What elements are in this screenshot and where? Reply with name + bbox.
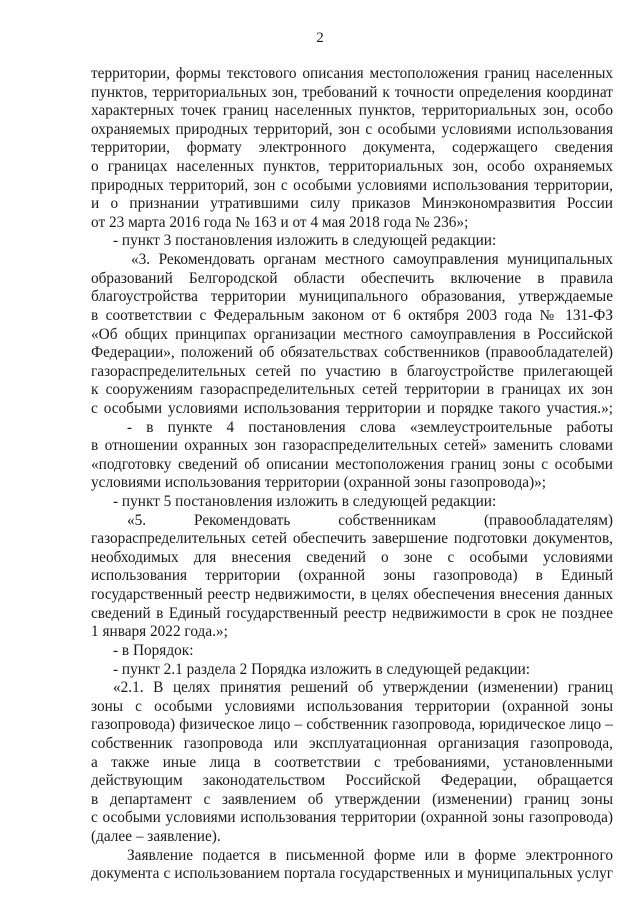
text-line: зоны с особыми условиями использования территории (охранной зоны — [91, 697, 613, 715]
text-line: и о признании утратившими силу приказов Минэкономразвития России — [91, 195, 613, 213]
text-line: с особыми условиями использования территории (охранной зоны газопровода) — [91, 809, 613, 827]
text-line: - пункт 5 постановления изложить в следующей редакции: — [113, 493, 497, 511]
text-line: газораспределительных сетей по участию в благоустройстве прилегающей — [91, 362, 613, 380]
text-line: пунктов, территориальных зон, требований к точности определения координат — [91, 83, 613, 101]
text-line: необходимых для внесения сведений о зоне с особыми условиями — [91, 548, 613, 566]
text-line: в отношении охранных зон газораспределительных сетей» заменить словами — [91, 437, 613, 455]
text-line: «2.1. В целях принятия решений об утверждении (изменении) границ — [113, 679, 613, 697]
text-line: - пункт 2.1 раздела 2 Порядка изложить в следующей редакции: — [113, 660, 531, 678]
text-line: благоустройства территории муниципального образования, утверждаемые — [91, 288, 613, 306]
text-line: газопровода) физическое лицо – собственник газопровода, юридическое лицо – — [91, 716, 613, 734]
text-line: от 23 марта 2016 года № 163 и от 4 мая 2018 года № 236»; — [91, 213, 469, 231]
text-line: «Об общих принципах организации местного самоуправления в Российской — [91, 325, 613, 343]
page-number: 2 — [316, 30, 324, 46]
text-line: «5. Рекомендовать собственникам (правообладателям) — [127, 511, 613, 529]
text-line: Заявление подается в письменной форме или в форме электронного — [127, 846, 613, 864]
text-line: в соответствии с Федеральным законом от 6 октября 2003 года № 131-ФЗ — [91, 306, 613, 324]
text-line: территории, формы текстового описания местоположения границ населенных — [91, 65, 613, 82]
text-line: использования территории (охранной зоны газопровода) в Единый — [91, 567, 613, 585]
text-line: в департамент с заявлением об утверждении (изменении) границ зоны — [91, 790, 613, 808]
text-line: Федерации», положений об обязательствах собственников (правообладателей) — [91, 344, 613, 362]
text-line: «3. Рекомендовать органам местного самоуправления муниципальных — [131, 251, 613, 269]
text-line: охраняемых природных территорий, зон с особыми условиями использования — [91, 120, 613, 138]
text-line: государственный реестр недвижимости, в целях обеспечения внесения данных — [91, 586, 613, 604]
text-line: 1 января 2022 года.»; — [91, 623, 228, 641]
text-line: газораспределительных сетей обеспечить завершение подготовки документов, — [91, 530, 613, 548]
text-line: о границах населенных пунктов, территориальных зон, особо охраняемых — [91, 158, 613, 176]
text-line: характерных точек границ населенных пунктов, территориальных зон, особо — [91, 102, 613, 120]
text-line: образований Белгородской области обеспечить включение в правила — [91, 269, 613, 287]
text-line: документа с использованием портала государственных и муниципальных услуг — [91, 865, 613, 883]
document-body — [91, 65, 613, 884]
text-line: а также иные лица в соответствии с требованиями, установленными — [91, 753, 613, 771]
text-line: территории, формату электронного документа, содержащего сведения — [91, 139, 613, 157]
text-line: - пункт 3 постановления изложить в следующей редакции: — [113, 232, 497, 250]
text-line: - в Порядок: — [113, 641, 194, 659]
text-line: «подготовку сведений об описании местоположения границ зоны с особыми — [91, 455, 613, 473]
text-line: действующим законодательством Российской Федерации, обращается — [91, 772, 613, 790]
text-line: с особыми условиями использования территории и порядке такого участия.»; — [91, 399, 613, 417]
text-line: природных территорий, зон с особыми условиями использования территории, — [91, 176, 613, 194]
text-line: (далее – заявление). — [91, 827, 221, 845]
text-line: к сооружениям газораспределительных сетей территории в границах их зон — [91, 381, 613, 399]
text-line: собственник газопровода или эксплуатационная организация газопровода, — [91, 734, 613, 752]
text-line: условиями использования территории (охранной зоны газопровода)»; — [91, 474, 547, 492]
text-line: - в пункте 4 постановления слова «землеустроительные работы — [127, 418, 613, 436]
text-line: сведений в Единый государственный реестр недвижимости в срок не позднее — [91, 604, 613, 622]
